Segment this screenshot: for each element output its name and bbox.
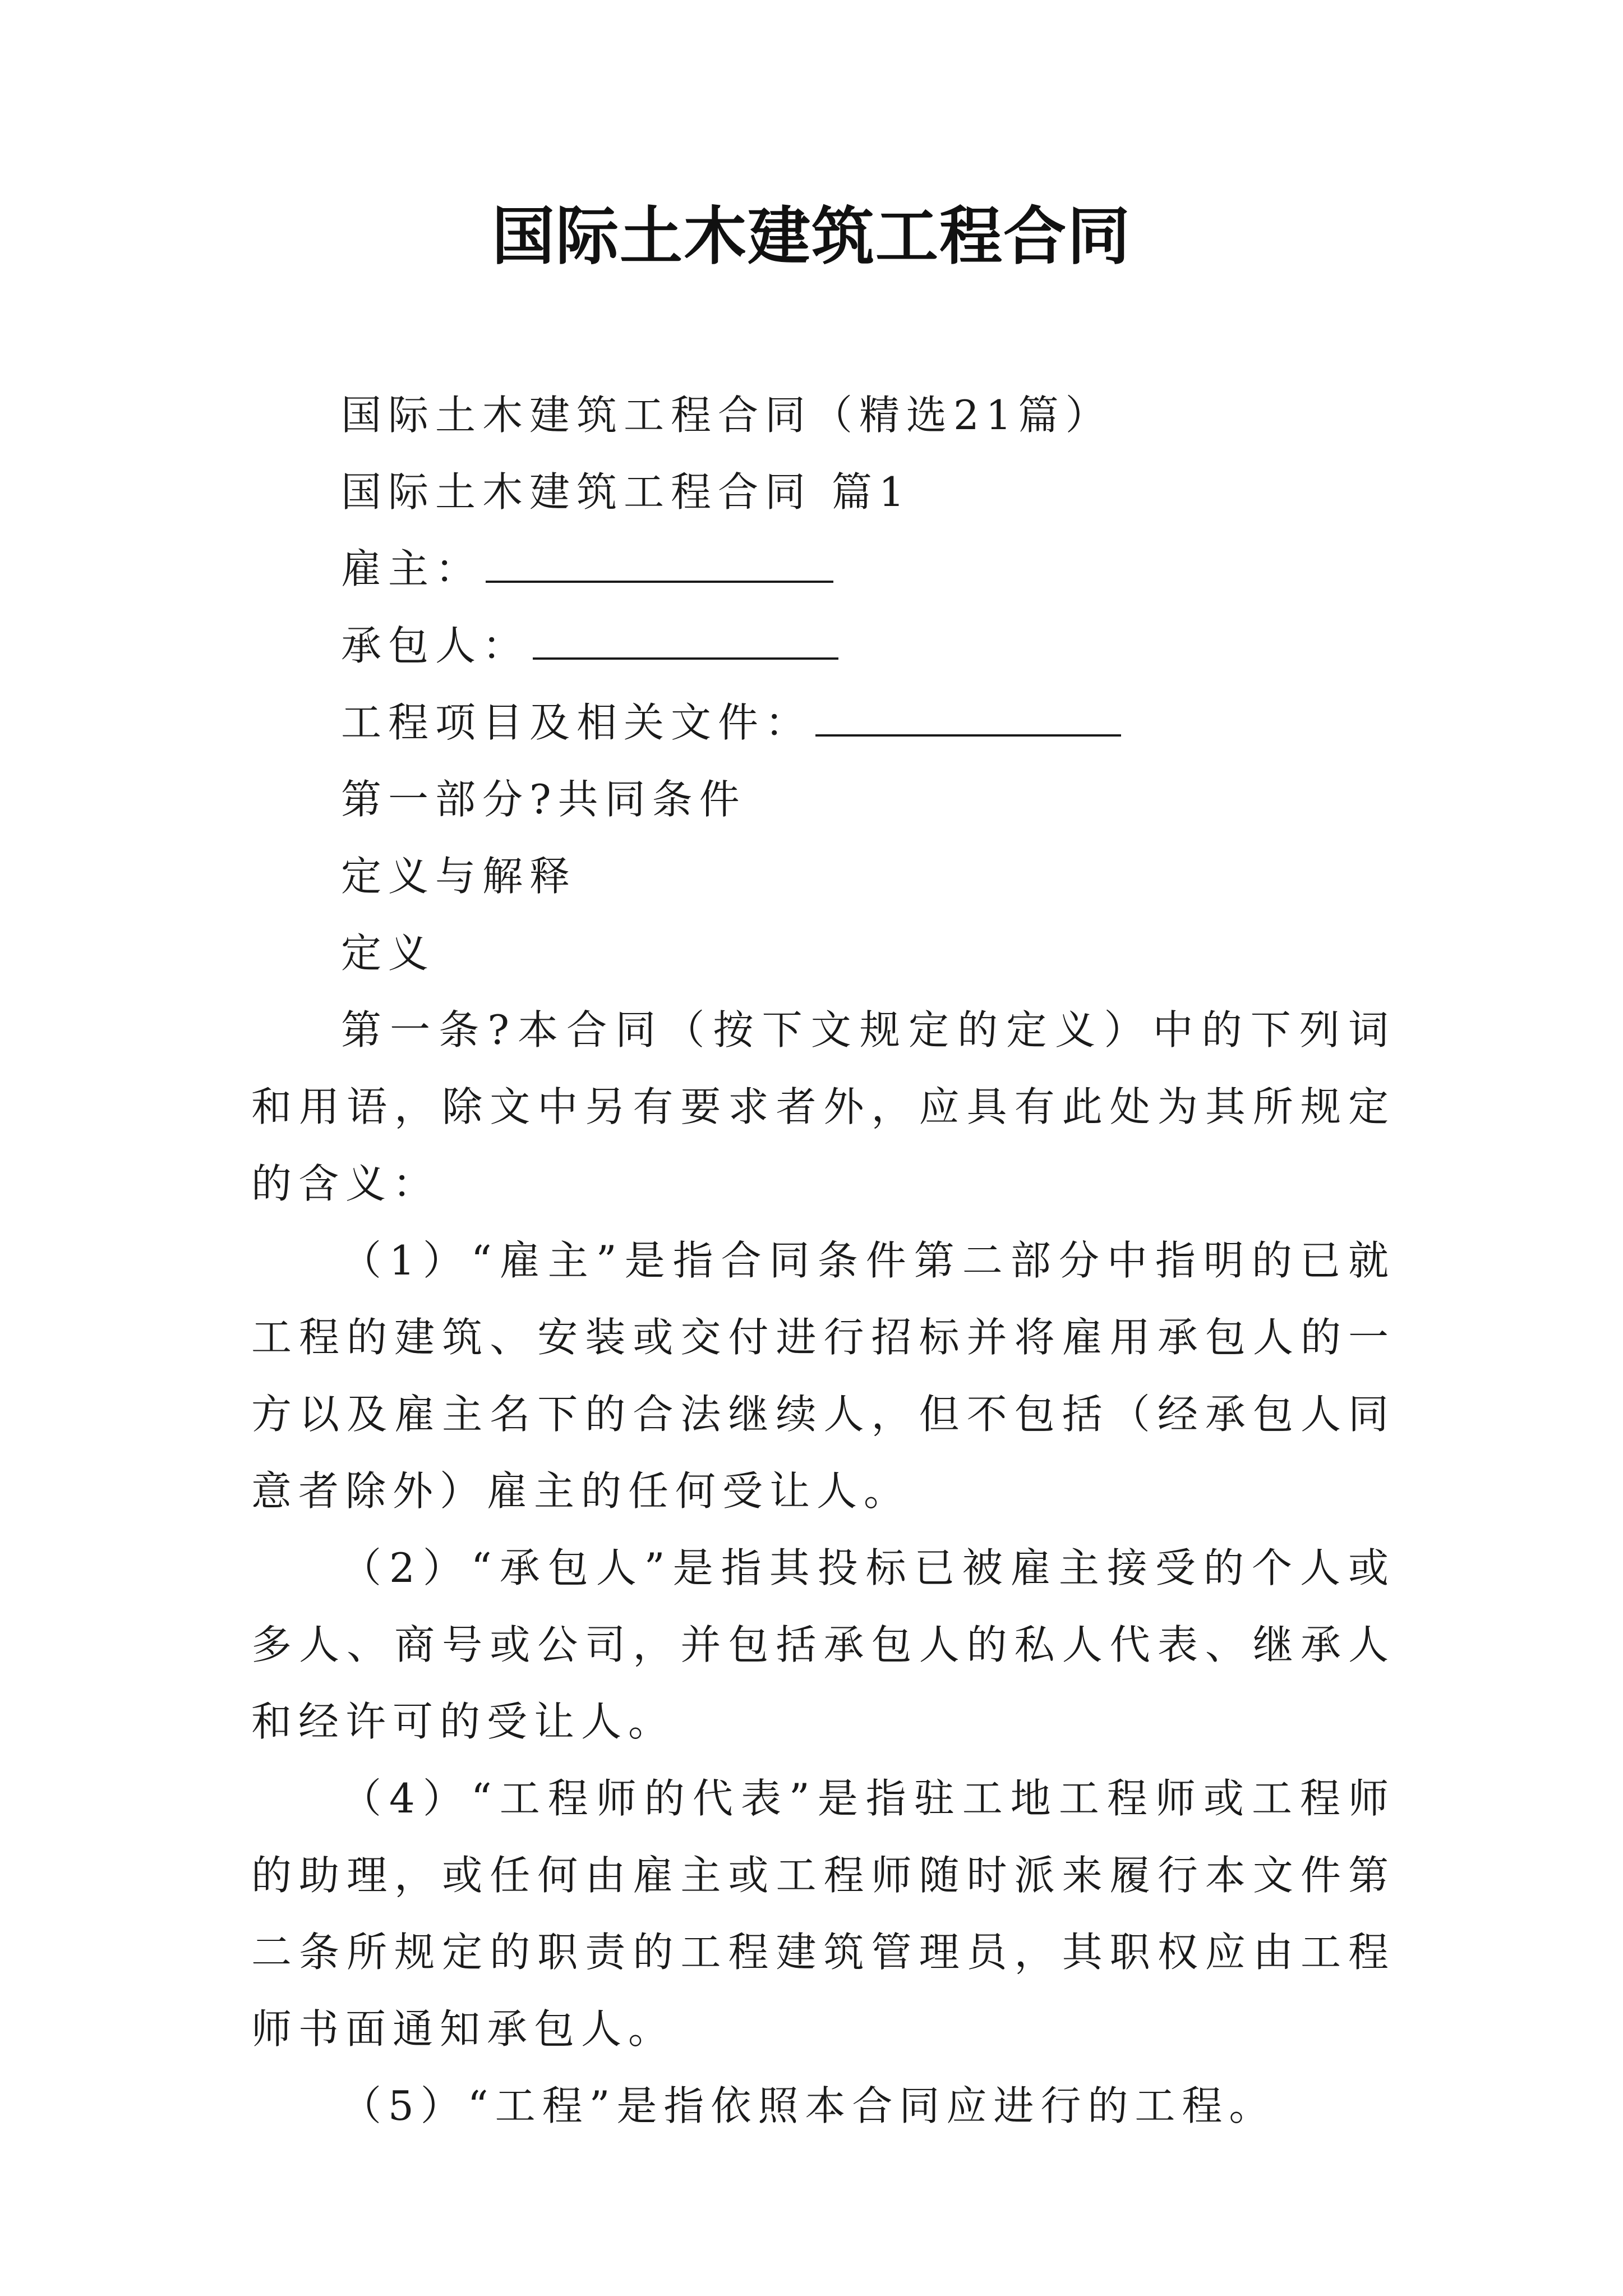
employer-blank-line	[486, 545, 833, 583]
paragraph-definition-contractor: （2）“承包人”是指其投标已被雇主接受的个人或多人、商号或公司，并包括承包人的私人代表、继承人和经许可的受让人。	[251, 1544, 1395, 1745]
sub-heading: 定义	[341, 930, 436, 977]
project-documents-blank-line	[815, 698, 1121, 737]
document-title: 国际土木建筑工程合同	[492, 200, 1131, 273]
project-documents-field-label: 工程项目及相关文件：	[341, 699, 813, 746]
employer-field-label: 雇主：	[341, 545, 483, 592]
paragraph-article-1: 第一条?本合同（按下文规定的定义）中的下列词和用语，除文中另有要求者外，应具有此处为其所规定的含义：	[251, 1006, 1395, 1207]
paragraph-definition-employer: （1）“雇主”是指合同条件第二部分中指明的已就工程的建筑、安装或交付进行招标并将雇用承包人的一方以及雇主名下的合法继续人，但不包括（经承包人同意者除外）雇主的任何受让人。	[251, 1237, 1395, 1515]
section-heading: 国际土木建筑工程合同 篇1	[341, 468, 911, 516]
project-documents-field	[251, 684, 1395, 761]
document-subtitle: 国际土木建筑工程合同（精选21篇）	[341, 392, 1113, 439]
contractor-field-label: 承包人：	[341, 622, 530, 669]
contractor-field	[251, 608, 1395, 684]
document-body	[251, 377, 1395, 2145]
contractor-blank-line	[533, 622, 838, 660]
chapter-heading: 定义与解释	[341, 853, 577, 900]
paragraph-definition-engineer-representative: （4）“工程师的代表”是指驻工地工程师或工程师的助理，或任何由雇主或工程师随时派来履行本文件第二条所规定的职责的工程建筑管理员，其职权应由工程师书面通知承包人。	[251, 1775, 1395, 2053]
part-heading: 第一部分?共同条件	[341, 776, 746, 823]
employer-field	[251, 531, 1395, 608]
paragraph-definition-works: （5）“工程”是指依照本合同应进行的工程。	[341, 2082, 1276, 2129]
